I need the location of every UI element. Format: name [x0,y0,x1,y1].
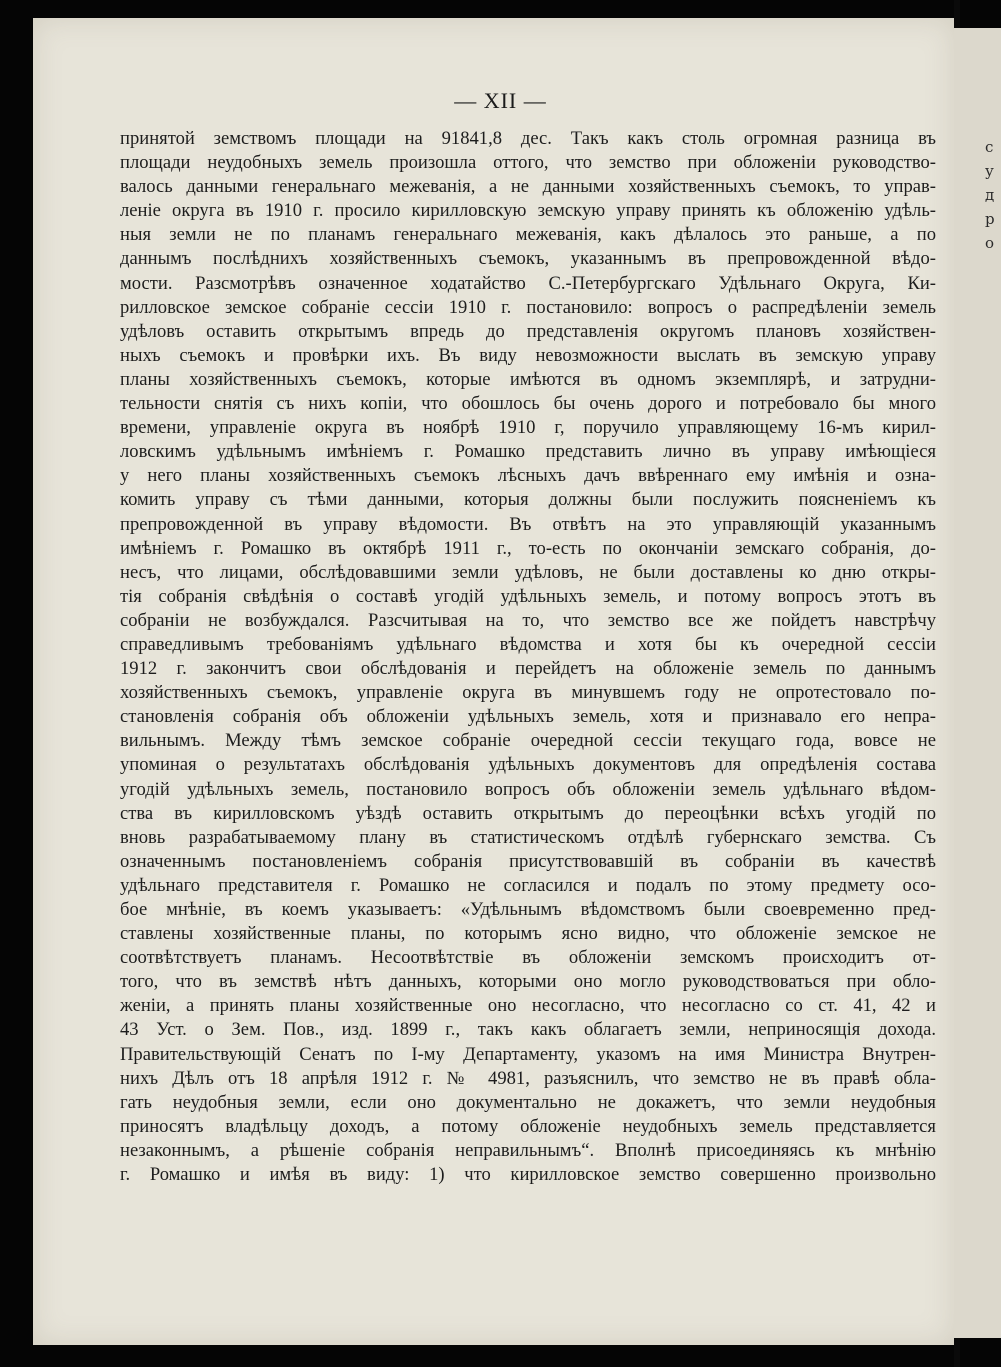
text-line: соотвѣтствуетъ планамъ. Несоотвѣтствіе въ обложеніи земскомъ происходитъ от- [120,947,936,969]
fragment: д [985,186,995,205]
text-line: ставлены хозяйственные планы, по которымъ ясно видно, что обложеніе земское не [120,923,936,945]
text-line: даннымъ послѣднихъ хозяйственныхъ съемокъ, указаннымъ въ препровожденной вѣдо- [120,248,936,270]
text-line: женіи, а принять планы хозяйственные оно несогласно, что несогласно со ст. 41, 42 и [120,995,936,1017]
text-line: ства въ кирилловскомъ уѣздѣ оставить открытымъ до переоцѣнки всѣхъ угодій по [120,802,936,824]
fragment: с [985,138,994,156]
body-text [120,127,936,1187]
text-line: приносятъ владѣльцу доходъ, а потому обложеніе неудобныхъ земель представляется [120,1115,936,1137]
fragment: о [985,234,995,253]
text-line: комить управу съ тѣми данными, которыя должны были послужить поясненіемъ къ [120,489,936,511]
text-line: несъ, что лицами, обслѣдовавшими земли удѣловъ, не были доставлены ко дню откры- [120,561,936,583]
text-line: незаконнымъ, а рѣшеніе собранія неправильнымъ“. Вполнѣ присоединяясь къ мнѣнію [120,1139,936,1161]
text-line: рилловское земское собраніе сессіи 1910 г. постановило: вопросъ о распредѣленіи земель [120,296,936,318]
text-line: принятой земствомъ площади на 91841,8 дес. Такъ какъ столь огромная разница въ [120,128,936,149]
text-line: ловскимъ удѣльнымъ имѣніемъ г. Ромашко представить лично въ управу имѣющіеся [120,441,936,463]
text-line: тія собранія свѣдѣнія о составѣ угодій удѣльныхъ земель, и потому вопросъ этотъ въ [120,585,936,607]
text-line: мости. Разсмотрѣвъ означенное ходатайство С.-Петербургскаго Удѣльнаго Округа, Ки- [120,272,936,294]
text-line: того, что въ земствѣ нѣтъ данныхъ, которыми оно могло руководствоваться при обло- [120,971,936,993]
text-line: у него планы хозяйственныхъ съемокъ лѣсныхъ дачъ ввѣреннаго ему имѣнія и озна- [120,465,936,487]
text-line: Правительствующій Сенатъ по I-му Департаменту, указомъ на имя Министра Внутрен- [120,1043,936,1065]
text-line: 43 Уст. о Зем. Пов., изд. 1899 г., такъ какъ облагаетъ земли, неприносящія дохода. [120,1019,936,1041]
text-line: леніе округа въ 1910 г. просило кирилловскую земскую управу принять къ обложенію удѣль- [120,200,936,222]
page-number: — XII — [454,88,547,113]
next-page-fragments [985,135,999,255]
text-line: времени, управленіе округа въ ноябрѣ 1910 г, поручило управляющему 16-мъ кирил- [120,417,936,439]
text-line: удѣловъ оставить открытымъ впредь до представленія округомъ плановъ хозяйствен- [120,320,936,342]
text-line: тельности снятія съ нихъ копіи, что обошлось бы очень дорого и потребовало бы много [120,393,936,415]
text-line: удѣльнаго представителя г. Ромашко не согласился и подалъ по этому предмету осо- [120,874,936,896]
text-line: имѣніемъ г. Ромашко въ октябрѣ 1911 г., то-есть по окончаніи земскаго собранія, до- [120,537,936,559]
fragment: р [985,210,995,229]
text-line: означеннымъ постановленіемъ собранія присутствовавшій въ собраніи въ качествѣ [120,850,936,872]
text-line: угодій удѣльныхъ земель, постановило вопросъ объ обложеніи земель удѣльнаго вѣдом- [120,778,936,800]
text-line: г. Ромашко и имѣя въ виду: 1) что кирилловское земство совершенно произвольно [120,1164,936,1186]
fragment: у [985,162,994,181]
text-line: вильнымъ. Между тѣмъ земское собраніе очередной сессіи текущаго года, вовсе не [120,730,936,752]
text-line: ныя земли не по планамъ генеральнаго межеванія, какъ дѣлалось это раньше, а по [120,224,936,246]
text-line: планы хозяйственныхъ съемокъ, которые имѣются въ одномъ экземплярѣ, и затрудни- [120,368,936,390]
text-line: упоминая о результатахъ обслѣдованія удѣльныхъ документовъ для опредѣленія состава [120,754,936,776]
text-line: площади неудобныхъ земель произошла оттого, что земство при обложеніи руководство- [120,152,936,174]
text-line: 1912 г. закончитъ свои обслѣдованія и перейдетъ на обложеніе земель по даннымъ [120,658,936,680]
text-line: валось данными генеральнаго межеванія, а не данными хозяйственныхъ съемокъ, то управ- [120,176,936,198]
text-line: ныхъ съемокъ и провѣрки ихъ. Въ виду невозможности выслать въ земскую управу [120,344,936,366]
text-line: вновь разрабатываемому плану въ статистическомъ отдѣлѣ губернскаго земства. Съ [120,826,936,848]
text-line: собраніи не возбуждался. Разсчитывая на то, что земство все же пойдетъ навстрѣчу [120,609,936,631]
text-line: хозяйственныхъ съемокъ, управленіе округа въ минувшемъ году не опротестовало по- [120,682,936,704]
text-line: справедливымъ требованіямъ удѣльнаго вѣдомства и хотя бы къ очередной сессіи [120,633,936,655]
text-line: гать неудобныя земли, если оно документально не докажетъ, что земли неудобныя [120,1091,936,1113]
text-line: нихъ Дѣлъ отъ 18 апрѣля 1912 г. № 4981, разъяснилъ, что земство не въ правѣ обла- [120,1067,936,1089]
text-line: бое мнѣніе, въ коемъ указываетъ: «Удѣльнымъ вѣдомствомъ были своевременно пред- [120,899,936,920]
text-line: препровожденной въ управу вѣдомости. Въ отвѣтъ на это управляющій указаннымъ [120,513,936,535]
text-line: становленія собранія объ обложеніи удѣльныхъ земель, хотя и признавало его непра- [120,706,936,728]
